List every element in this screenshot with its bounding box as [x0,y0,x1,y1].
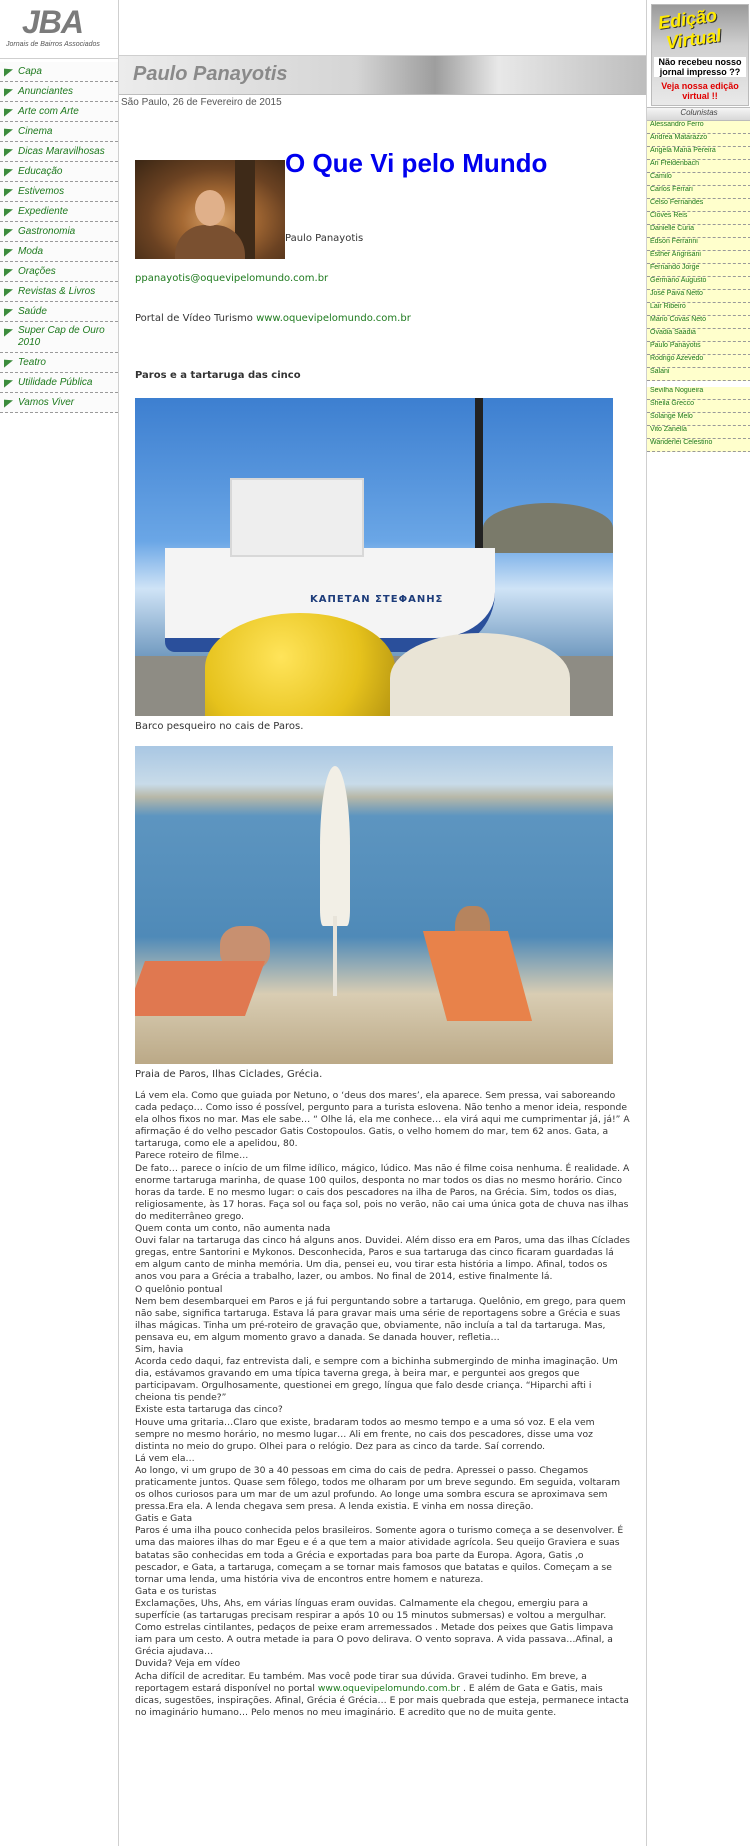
article-paragraph: Parece roteiro de filme… [135,1150,249,1162]
columnist-link[interactable]: Mario Covas Neto [647,316,750,329]
article-paragraph: De fato… parece o início de um filme idílico, mágico, lúdico. Mas não é filme coisa nenhuma. É realidade. A enorme tartaruga marinha, de quase 100 quilos, desponta no mar todos os dias no mesmo horário. Cinco horas da tarde. E no mesmo lugar: o cais dos pescadores na ilha de Paros, na Grécia. Sim, todos os dias, religiosamente, às 17 horas. Faça sol ou faça sol, pois no verão, não cai uma única gota de chuva nas ilhas do mediterrâneo grego. [135,1162,630,1222]
green-arrow-icon [4,125,13,136]
menu-item-label: Capa [18,66,42,77]
last-paragraph-before: Acha difícil de acreditar. Eu também. Mas você pode tirar sua dúvida. Gravei tudinho. Em breve, a reportagem estará disponível no portal [135,1670,587,1694]
columnist-link[interactable]: Esther Angrisani [647,251,750,264]
columnists-list [647,121,750,452]
article-paragraph: Ao longo, vi um grupo de 30 a 40 pessoas em cima do cais de pedra. Apressei o passo. Chegamos praticamente juntos. Quase sem fôlego, todos me olharam por um breve segundo. Em seguida, voltaram os olhos curiosos para um mar de um azul profundo. Ao longe uma sombra escura se aproximava sem pressa.Era ela. A lenda chegava sem presa. A lenda existia. E vinha em nossa direção. [135,1464,621,1513]
columnist-link[interactable]: Alessandro Ferro [647,121,750,134]
author-caption: Paulo Panayotis [285,233,364,244]
columnist-link[interactable]: Solange Melo [647,413,750,426]
menu-item[interactable] [0,242,118,262]
article-paragraph: Sim, havia [135,1343,184,1355]
promo-question: Não recebeu nosso jornal impresso ?? [654,57,746,77]
menu-item-label: Utilidade Pública [18,377,93,388]
menu-item[interactable] [0,202,118,222]
menu-item[interactable] [0,162,118,182]
photo-chair-left [135,961,265,1016]
menu-item[interactable] [0,142,118,162]
fishing-boat-photo [135,398,613,716]
columnist-link[interactable]: Cloves Reis [647,212,750,225]
menu-item-label: Educação [18,166,63,177]
menu-item[interactable] [0,122,118,142]
article-paragraph: Exclamações, Uhs, Ahs, em várias línguas eram ouvidas. Calmamente ela chegou, emergiu para a superfície (as tartarugas precisam respirar a após 10 ou 15 minutos submersas) e voltou a mergulhar. Como estrelas cintilantes, pedaços de peixe eram arremessados . Metade dos peixes que Gatis limpava iam para um cesto. A outra metade ia para O povo delirava. O vento soprava. A vida passava…Afinal, a Grécia ajudava… [135,1597,614,1658]
logo-subtitle: Jornais de Bairros Associados [6,41,100,48]
menu-item-label: Saúde [18,306,47,317]
columnist-link[interactable]: Ovadia Saadia [647,329,750,342]
article-paragraph: Gatis e Gata [135,1513,193,1525]
columnist-link[interactable]: Fernando Jorge [647,264,750,277]
columnist-link[interactable]: Wanderlei Celestino [647,439,750,452]
columnist-link[interactable]: Vito Zanella [647,426,750,439]
article-paragraph: Acorda cedo daqui, faz entrevista dali, e sempre com a bichinha submergindo de minha imaginação. Um dia, estávamos gravando em uma típica taverna grega, à beira mar, e perguntei aos gregos que participavam. Orgulhosamente, questionei em grego, língua que falo desde criança. “Hiparchi afti i cheiona tis pende?” [135,1356,618,1404]
logo-title: JBA [22,4,84,40]
portal-line [135,313,411,324]
menu-item-label: Teatro [18,357,46,368]
promo-line2: Virtual [664,25,723,53]
menu-item-label: Dicas Maravilhosas [18,146,105,157]
article-body [135,1090,630,1719]
columnist-link[interactable]: José Paiva Netto [647,290,750,303]
columnist-link[interactable]: Danielle Curia [647,225,750,238]
columnist-link[interactable]: Sevilha Nogueira [647,387,750,400]
right-sidebar [646,0,750,1846]
green-arrow-icon [4,105,13,116]
menu-item-label: Super Cap de Ouro 2010 [18,325,105,348]
article-paragraph: O quelônio pontual [135,1283,223,1295]
main-menu [0,62,118,413]
article-paragraph: Lá vem ela… [135,1452,195,1464]
main-content [119,0,646,1846]
jba-logo[interactable] [0,0,118,59]
beach-photo [135,746,613,1064]
green-arrow-icon [4,325,13,336]
article-title: O Que Vi pelo Mundo [285,148,548,178]
columnist-link[interactable]: Salani [647,368,750,381]
menu-item-label: Arte com Arte [18,106,79,117]
menu-item[interactable] [0,82,118,102]
menu-item-label: Estivemos [18,186,65,197]
menu-item[interactable] [0,282,118,302]
menu-item[interactable] [0,302,118,322]
green-arrow-icon [4,376,13,387]
photo-chair-right [423,931,532,1021]
green-arrow-icon [4,205,13,216]
article-paragraph: Paros é uma ilha pouco conhecida pelos brasileiros. Somente agora o turismo começa a se desenvolver. É uma das maiores ilhas do mar Egeu e é a que tem a maior atividade agrícola. Seu queijo Graviera e suas batatas são conhecidas em toda a Grécia e exportadas para boa parte da Europa. Agora, Gatis ,o pescador, e Gata, a tartaruga, começam a se tornar mais famosos que batatas e quilos. Começam a se tornar uma lenda, uma história viva de encontros entre homem e natureza. [135,1525,624,1585]
menu-item-label: Orações [18,266,56,277]
photo-yellow-nets [205,613,395,716]
article-paragraph: Duvida? Veja em vídeo [135,1658,241,1670]
menu-item[interactable] [0,353,118,373]
photo-umbrella-pole [333,916,337,996]
columnists-header: Colunistas [647,107,750,121]
virtual-edition-banner[interactable] [651,4,749,106]
columnist-link[interactable]: Lair Ribeiro [647,303,750,316]
article-paragraph: Ouvi falar na tartaruga das cinco há alguns anos. Duvidei. Além disso era em Paros, uma das ilhas Cíclades gregas, entre Santorini e Mykonos. Desconhecida, Paros e sua tartaruga das cinco ficaram guardadas lá em algum canto de minha memória. Um dia, pensei eu, vou tirar esta história a limpo. Afinal, todos os anos vou para a Grécia a trabalho, lazer, ou ambos. No final de 2014, estive finalmente lá. [135,1235,630,1283]
author-email-link[interactable]: ppanayotis@oquevipelomundo.com.br [135,273,329,284]
columnist-title-bar [119,55,646,95]
green-arrow-icon [4,165,13,176]
green-arrow-icon [4,85,13,96]
menu-item-label: Revistas & Livros [18,286,96,297]
green-arrow-icon [4,225,13,236]
menu-item-label: Moda [18,246,44,257]
article-paragraph: Quem conta um conto, não aumenta nada [135,1223,331,1235]
top-banner-area [119,0,646,55]
promo-line1: Edição [656,4,719,34]
article-paragraph: Nem bem desembarquei em Paros e já fui perguntando sobre a tartaruga. Quelônio, em grego, para quem não sabe, significa tartaruga. Estava lá para gravar mais uma série de reportagens sobre a Grécia e suas ilhas mágicas. Tinha um pré-roteiro de gravação que, obviamente, não incluía a tal da tartaruga. Mas, pensava eu, em algum momento gravo a danada. Se danada houver, refletia… [135,1295,626,1343]
columnist-link[interactable]: Carlos Ferrari [647,186,750,199]
menu-item[interactable] [0,182,118,202]
article-paragraph: Existe esta tartaruga das cinco? [135,1404,283,1416]
columnist-link[interactable]: Paulo Panayotis [647,342,750,355]
left-sidebar [0,0,119,1846]
columnist-link[interactable]: Andrea Matarazzo [647,134,750,147]
menu-item-label: Cinema [18,126,53,137]
last-paragraph-after: . E além de Gata e Gatis, mais dicas, sugestões, inspirações. Afinal, Grécia é Grécia… E por mais quebrada que esteja, permanece intacta no imaginário humano… Pelo menos no meu imaginário. E acredito que no de muita gente. [135,1682,629,1718]
columnist-link[interactable]: Sheila Grecco [647,400,750,413]
photo-author-face [195,190,225,226]
article-paragraph: Houve uma gritaria…Claro que existe, bradaram todos ao mesmo tempo e a uma só voz. E ela vem sempre no mesmo horário, no mesmo lugar… Ali em frente, no cais dos pescadores, disse uma voz distinta no meio do grupo. Olhei para o relógio. Dez para as cinco da tarde. Saí correndo. [135,1416,595,1452]
promo-cta: Veja nossa edição virtual !! [661,81,739,101]
photo-boat-cabin [230,478,364,557]
portal-label: Portal de Vídeo Turismo [135,313,253,324]
menu-item-label: Gastronomia [18,226,76,237]
green-arrow-icon [4,245,13,256]
article-paragraph: Lá vem ela. Como que guiada por Netuno, o ‘deus dos mares’, ela aparece. Sem pressa, vai saboreando cada pedaço… Como isso é possível, pergunto para a turista eslovena. Não tenho a menor ideia, responde ela olhos fixos no mar. Mas ele sabe… “ Olhe lá, ela me conhece… ela virá aqui me cumprimentar já, já!” A afirmação é do velho pescador Gatis Costopoulos. Gatis, o velho homem do mar, tem 62 anos. Gata, a tartaruga, como ele a apelidou, 80. [135,1090,630,1150]
menu-item[interactable] [0,62,118,82]
boat-name-text: ΚΑΠΕΤΑΝ ΣΤΕΦΑΝΗΣ [310,594,444,605]
photo-hill [483,503,613,553]
menu-item[interactable] [0,322,118,353]
columnist-link[interactable]: Rodrigo Azevedo [647,355,750,368]
columnist-name: Paulo Panayotis [133,63,288,85]
columnist-link[interactable]: Celso Fernandes [647,199,750,212]
photo2-caption: Praia de Paros, Ilhas Ciclades, Grécia. [135,1069,323,1080]
portal-link[interactable]: www.oquevipelomundo.com.br [256,313,411,324]
menu-item[interactable] [0,222,118,242]
green-arrow-icon [4,285,13,296]
photo-umbrella [320,766,350,926]
author-photo [135,160,285,259]
green-arrow-icon [4,65,13,76]
menu-item[interactable] [0,373,118,393]
columnist-link[interactable]: Germano Augusto [647,277,750,290]
columnist-link[interactable]: Edson Ferrarini [647,238,750,251]
photo-white-nets [390,633,570,716]
menu-item[interactable] [0,262,118,282]
last-paragraph-portal-link[interactable]: www.oquevipelomundo.com.br [317,1682,461,1694]
menu-item[interactable] [0,393,118,413]
article-paragraph: Gata e os turistas [135,1585,217,1597]
green-arrow-icon [4,396,13,407]
green-arrow-icon [4,356,13,367]
article-last-paragraph [135,1671,630,1719]
columnist-link[interactable]: Camilo [647,173,750,186]
publish-date: São Paulo, 26 de Fevereiro de 2015 [121,97,282,108]
columnist-link[interactable]: Angela Maria Pereira [647,147,750,160]
green-arrow-icon [4,185,13,196]
section-title: Paros e a tartaruga das cinco [135,370,301,381]
menu-item-label: Anunciantes [18,86,74,97]
photo1-caption: Barco pesqueiro no cais de Paros. [135,721,304,732]
green-arrow-icon [4,145,13,156]
article-paragraphs [135,1090,630,1671]
green-arrow-icon [4,305,13,316]
menu-item[interactable] [0,102,118,122]
green-arrow-icon [4,265,13,276]
menu-item-label: Expediente [18,206,69,217]
menu-item-label: Vamos Viver [18,397,75,408]
columnist-link[interactable]: Ari Ffeldenbach [647,160,750,173]
